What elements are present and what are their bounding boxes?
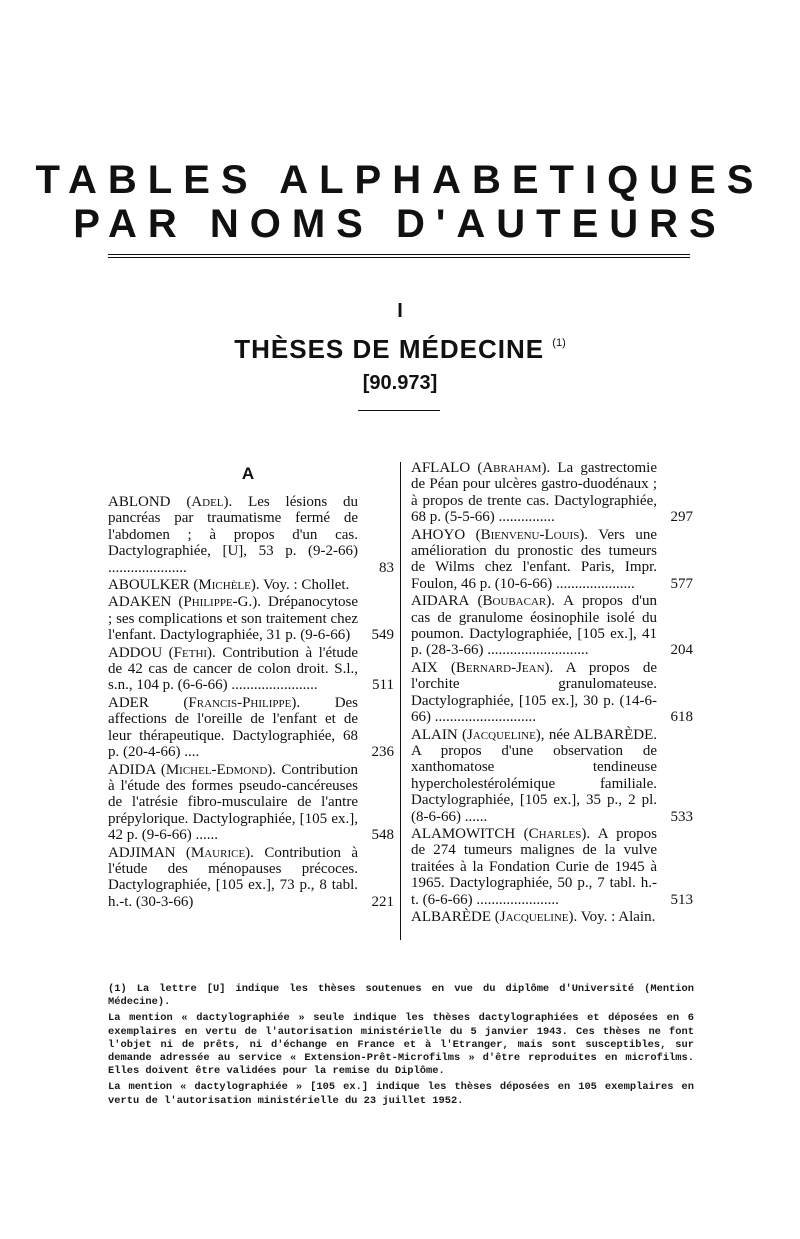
author-surname: ADIDA <box>108 761 156 778</box>
bibliography-entry <box>108 594 394 643</box>
classification-code: [90.973] <box>362 372 438 394</box>
thesis-title: Vers une amélioration du pronostic des tumeurs de Wilms chez l'enfant. Paris, Impr. Foulon, 46 p. (10-6-66) ..................... <box>411 526 657 592</box>
page-number: 83 <box>379 559 394 576</box>
entry-description <box>411 826 657 908</box>
author-given-name: (Jacqueline), <box>462 726 545 743</box>
footnote-1: (1) La lettre [U] indique les thèses soutenues en vue du diplôme d'Université (Mention Médecine). <box>108 983 694 1009</box>
entry-description <box>411 909 657 925</box>
left-column <box>108 494 394 911</box>
entry-description <box>108 645 358 694</box>
bibliography-entry <box>108 845 394 911</box>
section-number: I <box>397 300 403 322</box>
title-double-rule <box>108 254 690 260</box>
thesis-title: Contribution à l'étude de 42 cas de cancer de colon droit. S.l., s.n., 104 p. (6-6-66) ....................... <box>108 644 358 694</box>
entry-description <box>411 460 657 526</box>
page-number: 533 <box>670 808 693 825</box>
entry-description <box>108 494 358 576</box>
footnote-marker: (1) <box>552 337 566 349</box>
section-title-text: THÈSES DE MÉDECINE <box>234 334 545 364</box>
author-given-name: (Charles). <box>523 825 591 842</box>
column-divider <box>400 462 401 940</box>
page-number: 511 <box>372 677 394 694</box>
author-given-name: (Francis-Philippe). <box>183 694 301 711</box>
thesis-title: née ALBARÈDE. A propos d'une observation de xanthomatose tendineuse hypercholestérolémique familiale. Dactylographiée, [105 ex.], 35 p., 2 pl. (8-6-66) ...... <box>411 726 658 825</box>
author-surname: ABLOND <box>108 494 171 510</box>
bibliography-entry <box>411 826 693 908</box>
bibliography-entry <box>108 695 394 761</box>
footnotes <box>108 983 694 1111</box>
page-number: 549 <box>371 627 394 644</box>
thesis-title: A propos de l'orchite granulomateuse. Dactylographiée, [105 ex.], 30 p. (14-6-66) ........................... <box>411 659 657 726</box>
entry-description <box>108 762 358 844</box>
thesis-title: Voy. : Chollet. <box>263 577 350 594</box>
author-given-name: (Adel). <box>186 494 233 510</box>
author-surname: AFLALO <box>411 460 471 476</box>
page-title-line-2: PAR NOMS D'AUTEURS <box>73 202 727 246</box>
footnote-2: La mention « dactylographiée » seule indique les thèses dactylographiées et déposées en 6 exemplaires en vertu de l'autorisation ministérielle du 5 janvier 1943. Ces thèses ne font l'objet ni de prêts, ni d'échange en France et à l'Etranger, mais sont susceptibles, sur demande adressée au service « Extension-Prêt-Microfilms » d'être reproduites en microfilms. Elles doivent être validées pour la remise du Diplôme. <box>108 1012 694 1078</box>
bibliography-entry <box>411 909 693 925</box>
thesis-title: Drépanocytose ; ses complications et son traitement chez l'enfant. Dactylographiée, 31 p. (9-6-66) <box>108 594 358 644</box>
entry-description <box>411 527 657 593</box>
page-title-line-1: TABLES ALPHABETIQUES <box>35 158 765 202</box>
bibliography-entry <box>108 645 394 694</box>
alphabet-letter-heading: A <box>241 464 255 483</box>
author-surname: AIDARA <box>411 593 469 610</box>
author-surname: ADER <box>108 694 149 711</box>
right-column <box>411 460 693 926</box>
author-given-name: (Jacqueline). <box>494 908 578 925</box>
author-surname: ALAIN <box>411 726 458 743</box>
author-surname: AIX <box>411 659 438 676</box>
entry-description <box>411 727 657 825</box>
page-number: 204 <box>670 642 693 659</box>
page-number: 618 <box>670 709 693 726</box>
section-title <box>0 334 800 365</box>
entry-description <box>108 577 358 593</box>
section-divider <box>358 410 440 411</box>
thesis-title: Les lésions du pancréas par traumatisme fermé de l'abdomen ; à propos d'un cas. Dactylographiée, [U], 53 p. (9-2-66) ..................... <box>108 494 359 576</box>
author-given-name: (Fethi). <box>168 644 216 661</box>
page-number: 236 <box>371 744 394 761</box>
page-number: 513 <box>670 891 693 908</box>
author-given-name: (Maurice). <box>185 844 254 861</box>
author-surname: ADDOU <box>108 644 163 661</box>
author-surname: ADJIMAN <box>108 844 176 861</box>
thesis-title: A propos d'un cas de granulome éosinophile isolé du poumon. Dactylographiée, [105 ex.], 41 p. (28-3-66) ........................... <box>411 593 657 659</box>
bibliography-entry <box>411 660 693 726</box>
entry-description <box>108 845 358 911</box>
footnote-3: La mention « dactylographiée » [105 ex.] indique les thèses déposées en 105 exemplaires en vertu de l'autorisation ministérielle du 23 juillet 1952. <box>108 1081 694 1107</box>
thesis-title: Voy. : Alain. <box>580 908 656 925</box>
author-given-name: (Michel-Edmond). <box>160 761 277 778</box>
author-surname: ADAKEN <box>108 594 172 611</box>
author-surname: ALBARÈDE <box>411 908 491 925</box>
entry-description <box>411 593 657 659</box>
author-given-name: (Boubacar). <box>477 593 555 610</box>
entry-description <box>411 660 657 726</box>
thesis-title: Des affections de l'oreille de l'enfant et de leur thérapeutique. Dactylographiée, 68 p. (20-4-66) .... <box>108 694 359 761</box>
page-number: 548 <box>371 827 394 844</box>
page-number: 577 <box>670 575 693 592</box>
page-number: 297 <box>670 509 693 526</box>
author-given-name: (Michèle). <box>193 577 260 594</box>
author-given-name: (Philippe-G.). <box>178 594 261 611</box>
bibliography-entry <box>411 527 693 593</box>
author-given-name: (Abraham). <box>477 460 551 476</box>
thesis-title: La gastrectomie de Péan pour ulcères gastro-duodénaux ; à propos de trente cas. Dactylographiée, 68 p. (5-5-66) ............... <box>411 460 657 526</box>
bibliography-entry <box>411 593 693 659</box>
bibliography-entry <box>108 577 394 593</box>
bibliography-entry <box>108 762 394 844</box>
author-surname: AHOYO <box>411 526 466 543</box>
page-number: 221 <box>371 893 394 910</box>
author-given-name: (Bernard-Jean). <box>450 659 554 676</box>
author-surname: ABOULKER <box>108 577 190 594</box>
thesis-title: Contribution à l'étude des formes pseudo-cancéreuses de l'atrésie fibro-musculaire de l'antre prépylorique. Dactylographiée, [105 ex.], 42 p. (9-6-66) ...... <box>108 761 359 844</box>
bibliography-entry <box>108 494 394 576</box>
bibliography-entry <box>411 460 693 526</box>
bibliography-entry <box>411 727 693 825</box>
author-surname: ALAMOWITCH <box>411 825 516 842</box>
entry-description <box>108 695 358 761</box>
thesis-title: A propos de 274 tumeurs malignes de la vulve traitées à la Fondation Curie de 1945 à 1965. Dactylographiée, 50 p., 7 tabl. h.-t. (6-6-66) ...................... <box>411 825 657 908</box>
thesis-title: Contribution à l'étude des ménopauses précoces. Dactylographiée, [105 ex.], 73 p., 8 tabl. h.-t. (30-3-66) <box>108 844 359 910</box>
author-given-name: (Bienvenu-Louis). <box>475 526 589 543</box>
entry-description <box>108 594 358 643</box>
